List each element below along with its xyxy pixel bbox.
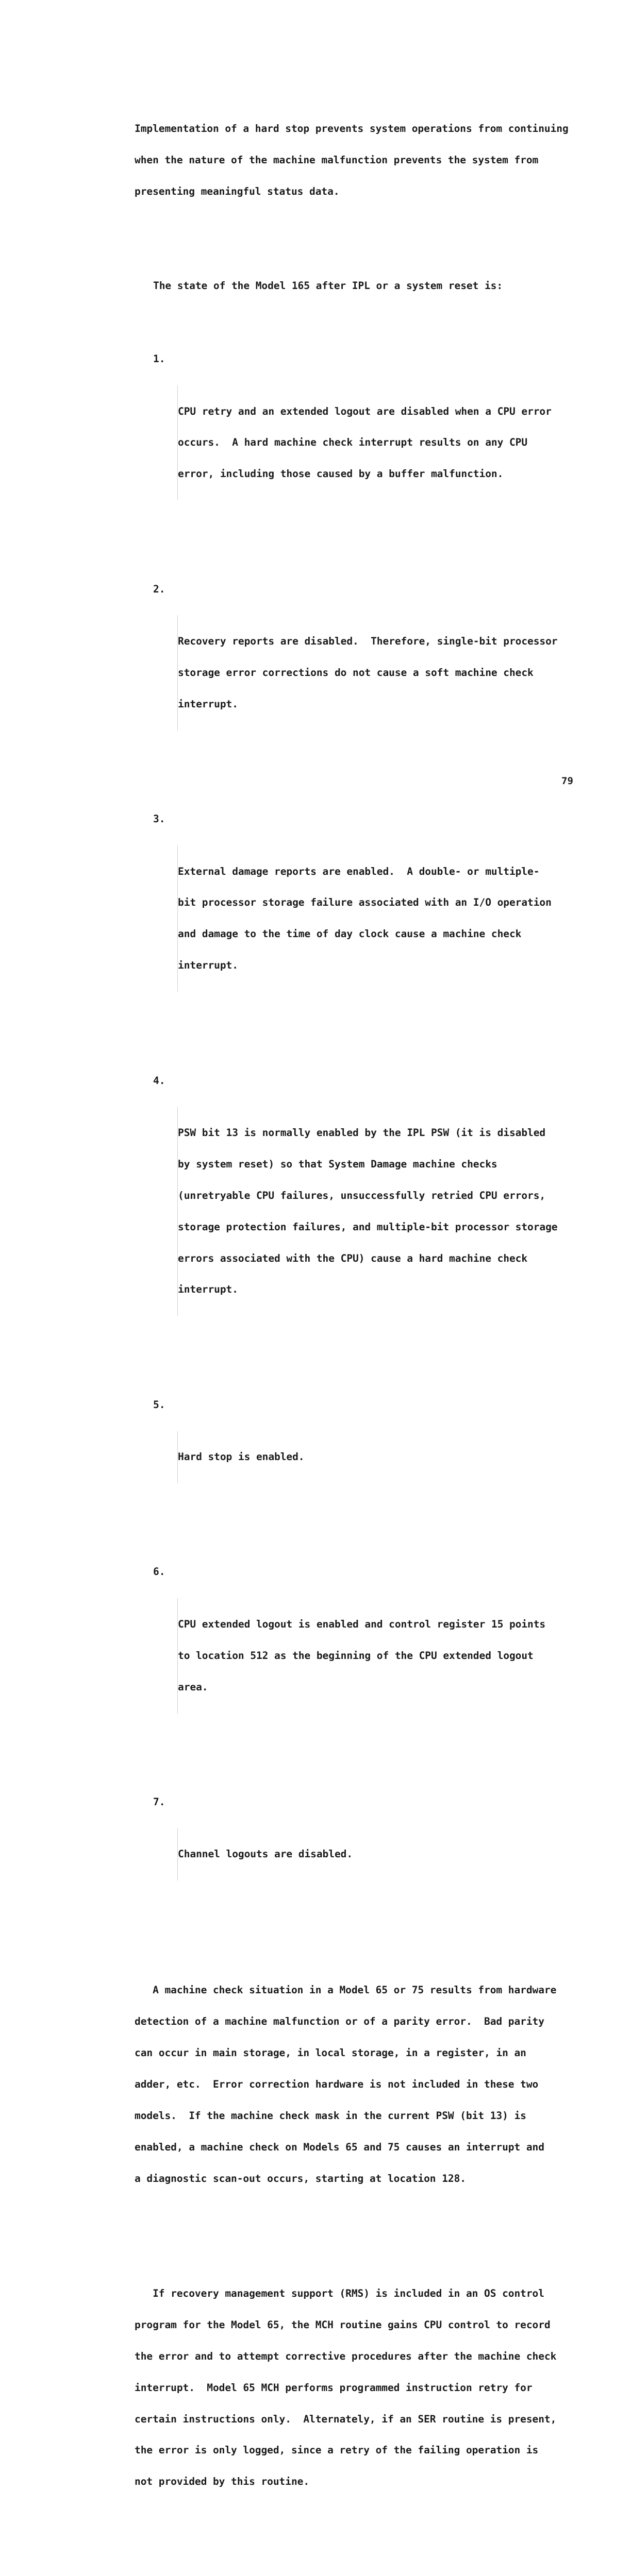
text-line: interrupt. xyxy=(178,698,238,710)
text-line: CPU retry and an extended logout are disabled when a CPU error xyxy=(178,405,552,417)
text-line: CPU extended logout is enabled and control register 15 points xyxy=(178,1618,546,1630)
text-line: program for the Model 65, the MCH routine gains CPU control to record xyxy=(135,2318,551,2331)
text-line: interrupt. Model 65 MCH performs programmed instruction retry for xyxy=(135,2381,533,2394)
intro-paragraph xyxy=(135,103,599,218)
text-line: detection of a machine malfunction or of a parity error. Bad parity xyxy=(135,2015,544,2028)
text-line: certain instructions only. Alternately, if an SER routine is present, xyxy=(135,2413,557,2425)
text-line: area. xyxy=(178,1681,208,1693)
text-line: bit processor storage failure associated with an I/O operation xyxy=(178,896,552,909)
text-line: the error and to attempt corrective procedures after the machine check xyxy=(135,2350,557,2362)
text-line: PSW bit 13 is normally enabled by the IPL PSW (it is disabled xyxy=(178,1126,546,1139)
text-line: not provided by this routine. xyxy=(135,2476,310,2488)
list-number: 5. xyxy=(153,1398,165,1411)
list-number: 7. xyxy=(153,1795,165,1808)
list-item xyxy=(135,354,599,521)
text-line: by system reset) so that System Damage machine checks xyxy=(178,1158,497,1170)
list-item xyxy=(135,1076,599,1337)
text-line: enabled, a machine check on Models 65 and 75 causes an interrupt and xyxy=(135,2141,544,2153)
list-number: 6. xyxy=(153,1566,165,1578)
text-line: A machine check situation in a Model 65 or 75 results from hardware xyxy=(135,1984,557,1996)
text-line: If recovery management support (RMS) is included in an OS control xyxy=(135,2287,544,2299)
list-item xyxy=(135,1567,599,1734)
text-line: Recovery reports are disabled. Therefore, single-bit processor xyxy=(178,635,558,648)
text-line: (unretryable CPU failures, unsuccessfully retried CPU errors, xyxy=(178,1189,546,1201)
list-number: 1. xyxy=(153,353,165,365)
text-line: interrupt. xyxy=(178,959,238,972)
text-line: External damage reports are enabled. A double- or multiple- xyxy=(178,865,540,877)
list-item xyxy=(135,584,599,752)
text-line: storage protection failures, and multiple-bit processor storage xyxy=(178,1221,558,1233)
machine-check-paragraph xyxy=(135,1964,599,2205)
text-line: Hard stop is enabled. xyxy=(178,1451,305,1463)
text-line: presenting meaningful status data. xyxy=(135,185,340,198)
page-text xyxy=(135,72,599,2576)
text-line: occurs. A hard machine check interrupt results on any CPU xyxy=(178,436,528,449)
text-line: Channel logouts are disabled. xyxy=(178,1848,353,1860)
text-line: storage error corrections do not cause a soft machine check xyxy=(178,666,534,679)
text-line: models. If the machine check mask in the current PSW (bit 13) is xyxy=(135,2109,526,2122)
list-item xyxy=(135,1400,599,1504)
page-number: 79 xyxy=(561,775,573,787)
text-line: errors associated with the CPU) cause a hard machine check xyxy=(178,1252,528,1264)
text-line: error, including those caused by a buffer malfunction. xyxy=(178,468,504,480)
text-line: a diagnostic scan-out occurs, starting at location 128. xyxy=(135,2172,466,2184)
text-line: to location 512 as the beginning of the CPU extended logout xyxy=(178,1649,534,1662)
text-line: and damage to the time of day clock cause a machine check xyxy=(178,928,522,940)
rms-paragraph xyxy=(135,2267,599,2508)
text-line: interrupt. xyxy=(178,1283,238,1296)
list-item xyxy=(135,814,599,1013)
list-item xyxy=(135,1797,599,1902)
list-number: 2. xyxy=(153,583,165,595)
text-line: can occur in main storage, in local storage, in a register, in an xyxy=(135,2047,526,2059)
state-intro: The state of the Model 165 after IPL or a system reset is: xyxy=(153,279,503,292)
text-line: Implementation of a hard stop prevents system operations from continuing xyxy=(135,123,569,135)
text-line: adder, etc. Error correction hardware is not included in these two xyxy=(135,2078,539,2090)
text-line: the error is only logged, since a retry of the failing operation is xyxy=(135,2444,539,2456)
list-number: 3. xyxy=(153,813,165,825)
text-line: when the nature of the machine malfunction prevents the system from xyxy=(135,154,539,166)
list-number: 4. xyxy=(153,1074,165,1087)
